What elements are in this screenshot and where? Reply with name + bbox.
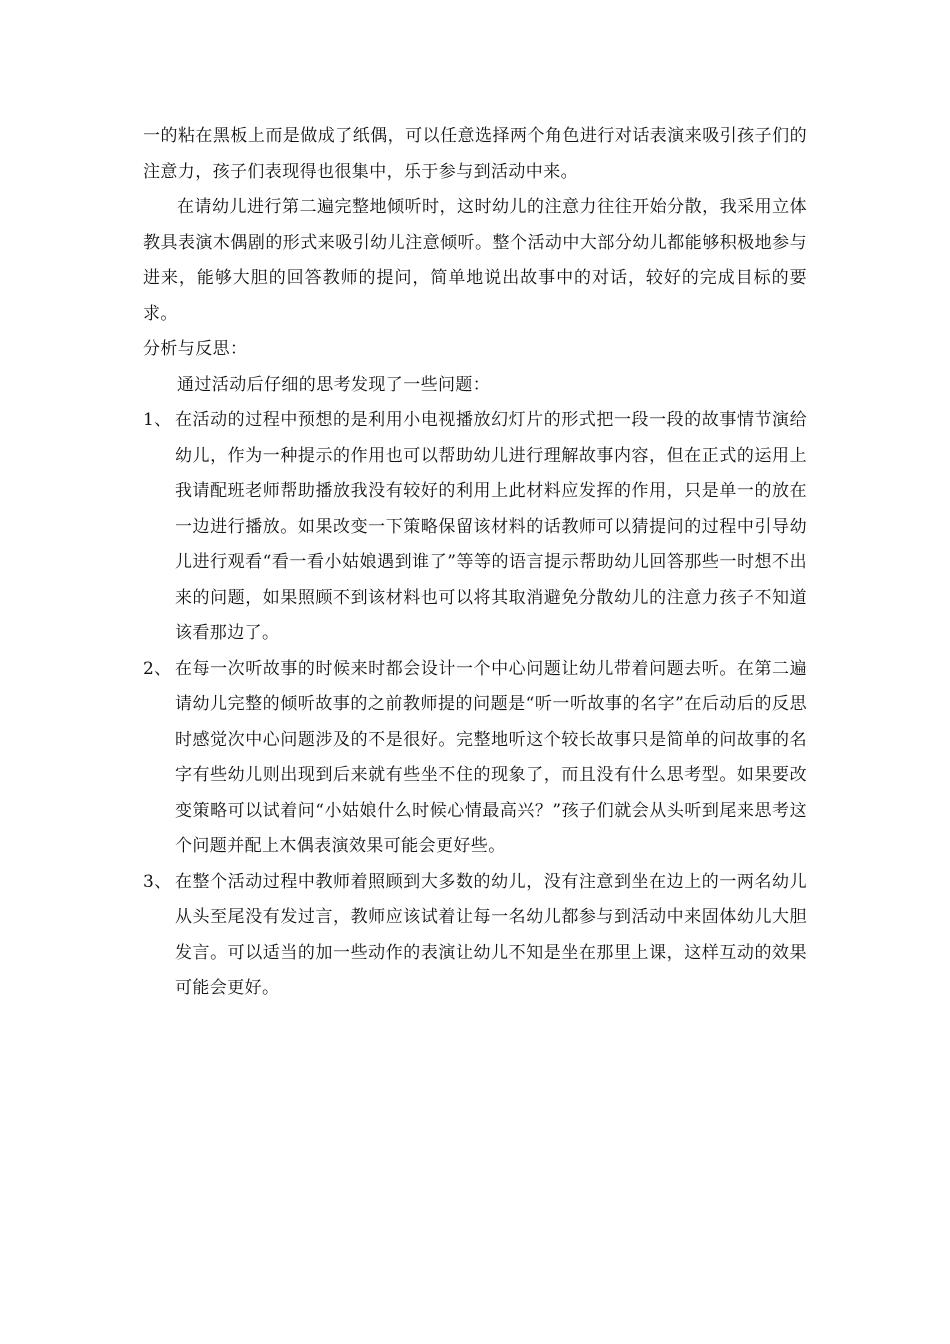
list-item — [143, 865, 807, 1007]
list-item-number: 3、 — [143, 871, 172, 892]
problem-list — [143, 403, 807, 1007]
list-item-text: 在活动的过程中预想的是利用小电视播放幻灯片的形式把一段一段的故事情节演给幼儿，作为一种提示的作用也可以帮助幼儿进行理解故事内容，但在正式的运用上我请配班老师帮助播放我没有较好的利用上此材料应发挥的作用，只是单一的放在一边进行播放。如果改变一下策略保留该材料的话教师可以猜提问的过程中引导幼儿进行观看“看一看小姑娘遇到谁了”等等的语言提示帮助幼儿回答那些一时想不出来的问题，如果照顾不到该材料也可以将其取消避免分散幼儿的注意力孩子不知道该看那边了。 — [175, 410, 807, 643]
list-item — [143, 652, 807, 865]
list-item — [143, 403, 807, 652]
section-heading-analysis: 分析与反思： — [143, 339, 248, 359]
document-body — [143, 119, 807, 1007]
paragraph-second-listening: 在请幼儿进行第二遍完整地倾听时，这时幼儿的注意力往往开始分散，我采用立体教具表演木偶剧的形式来吸引幼儿注意倾听。整个活动中大部分幼儿都能够积极地参与进来，能够大胆的回答教师的提问，简单地说出故事中的对话，较好的完成目标的要求。 — [143, 197, 807, 324]
paragraph-continued: 一的粘在黑板上而是做成了纸偶，可以任意选择两个角色进行对话表演来吸引孩子们的注意力，孩子们表现得也很集中，乐于参与到活动中来。 — [143, 126, 807, 182]
list-item-text: 在整个活动过程中教师着照顾到大多数的幼儿，没有注意到坐在边上的一两名幼儿从头至尾没有发过言，教师应该试着让每一名幼儿都参与到活动中来固体幼儿大胆发言。可以适当的加一些动作的表演让幼儿不知是坐在那里上课，这样互动的效果可能会更好。 — [175, 871, 807, 998]
list-item-number: 2、 — [143, 658, 172, 679]
list-item-number: 1、 — [143, 410, 172, 430]
section-intro: 通过活动后仔细的思考发现了一些问题： — [177, 374, 491, 395]
list-item-text: 在每一次听故事的时候来时都会设计一个中心问题让幼儿带着问题去听。在第二遍请幼儿完整的倾听故事的之前教师提的问题是“听一听故事的名字”在后动后的反思时感觉次中心问题涉及的不是很好。完整地听这个较长故事只是简单的问故事的名字有些幼儿则出现到后来就有些坐不住的现象了，而且没有什么思考型。如果要改变策略可以试着问“小姑娘什么时候心情最高兴？”孩子们就会从头听到尾来思考这个问题并配上木偶表演效果可能会更好些。 — [175, 658, 807, 856]
